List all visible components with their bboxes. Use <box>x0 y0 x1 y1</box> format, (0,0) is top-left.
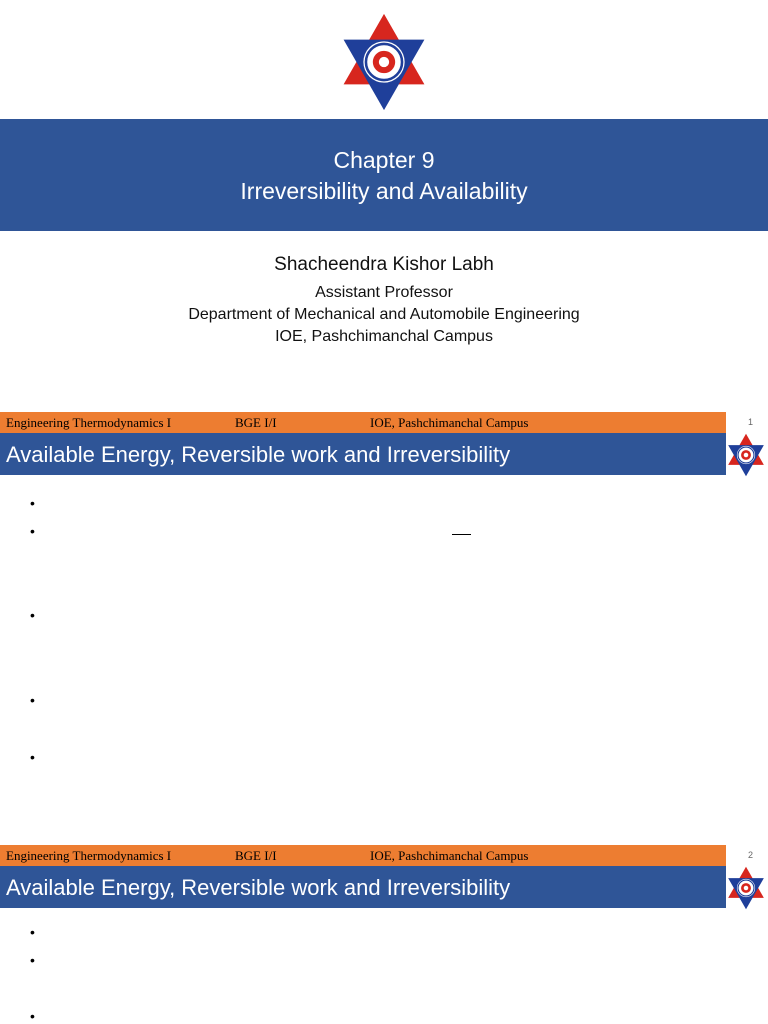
chapter-title: Irreversibility and Availability <box>240 178 528 204</box>
campus-label: IOE, Pashchimanchal Campus <box>370 415 529 430</box>
title-banner <box>0 119 768 231</box>
page-number: 2 <box>748 850 754 860</box>
author-campus: IOE, Pashchimanchal Campus <box>275 328 493 345</box>
page-number: 1 <box>748 417 754 427</box>
course-name: Engineering Thermodynamics I <box>6 848 172 863</box>
bullet-point: • <box>30 952 35 968</box>
bullet-point: • <box>30 523 35 539</box>
author-department: Department of Mechanical and Automobile Engineering <box>188 306 580 323</box>
chapter-number: Chapter 9 <box>333 147 435 173</box>
slide-1-footer-bar <box>0 412 726 433</box>
campus-label: IOE, Pashchimanchal Campus <box>370 848 529 863</box>
author-name: Shacheendra Kishor Labh <box>274 254 494 275</box>
author-position: Assistant Professor <box>315 284 453 301</box>
bullet-point: • <box>30 495 35 511</box>
bullet-point: • <box>30 749 35 765</box>
bullet-point: • <box>30 607 35 623</box>
course-name: Engineering Thermodynamics I <box>6 415 172 430</box>
batch-label: BGE I/I <box>235 848 277 863</box>
bullet-point: • <box>30 924 35 940</box>
fraction-line <box>452 534 471 535</box>
bullet-point: • <box>30 1008 35 1024</box>
batch-label: BGE I/I <box>235 415 277 430</box>
ioe-logo-icon <box>341 12 427 112</box>
ioe-logo-icon <box>727 433 765 477</box>
slide-2-footer-bar <box>0 845 726 866</box>
slide-heading: Available Energy, Reversible work and Irreversibility <box>6 875 511 900</box>
slide-heading: Available Energy, Reversible work and Irreversibility <box>6 442 511 467</box>
bullet-point: • <box>30 692 35 708</box>
ioe-logo-icon <box>727 866 765 910</box>
slide-1-heading-bar <box>0 433 726 475</box>
author-block <box>0 254 768 348</box>
slide-2-heading-bar <box>0 866 726 908</box>
